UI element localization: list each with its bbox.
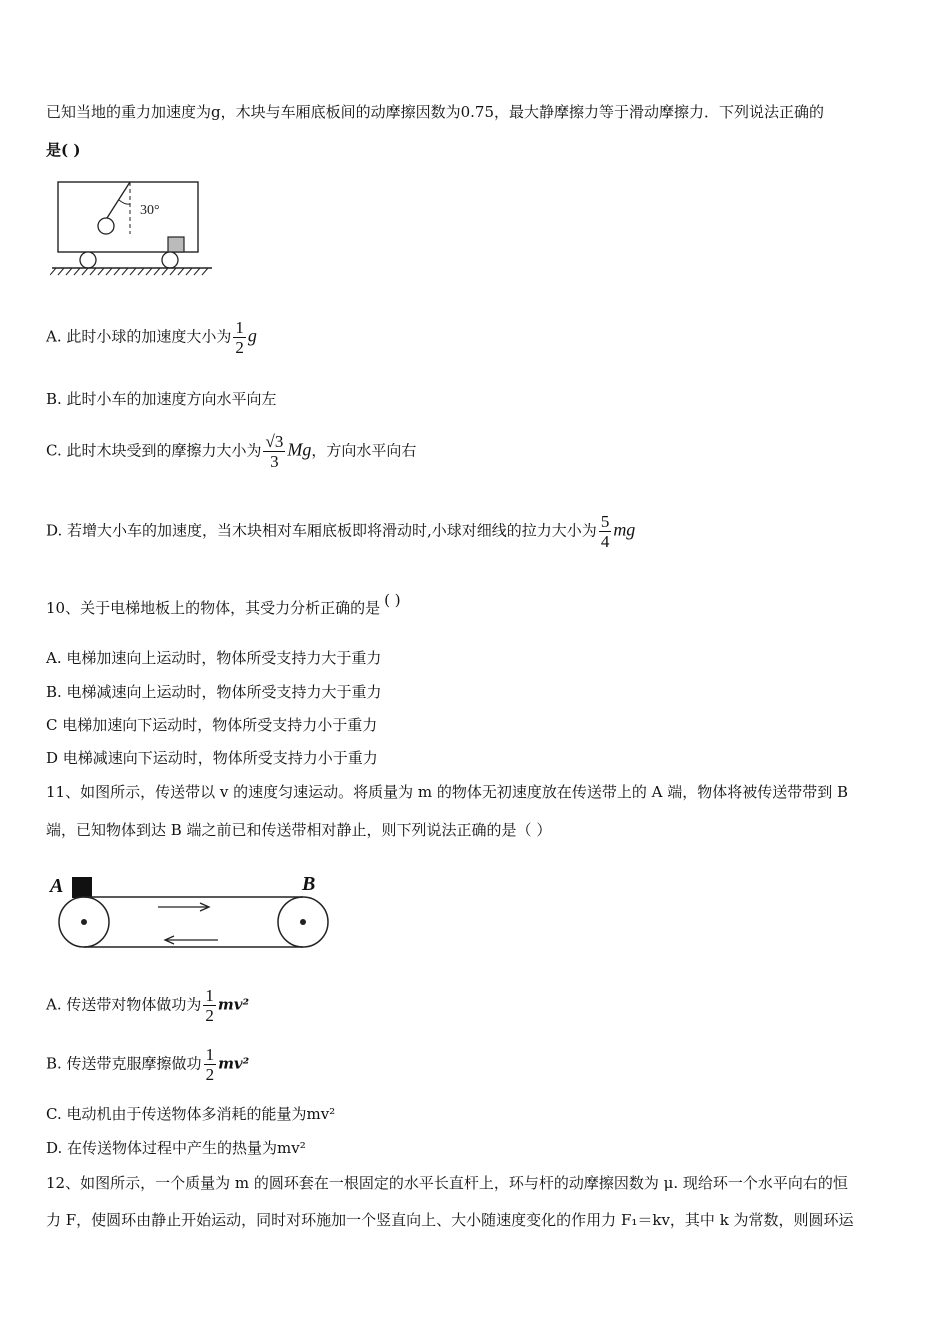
angle-label: 30° [140, 203, 160, 218]
label-a: A [50, 875, 64, 897]
block [168, 237, 184, 252]
q10-option-d[interactable]: D 电梯减速向下运动时，物体所受支持力小于重力 [46, 749, 378, 767]
q10-option-c[interactable]: C 电梯加速向下运动时，物体所受支持力小于重力 [46, 716, 378, 734]
q9-stem-line1: 已知当地的重力加速度为g，木块与车厢底板间的动摩擦因数为0.75，最大静摩擦力等于滑动摩擦力．下列说法正确的 [46, 103, 825, 121]
label-b: B [302, 873, 316, 895]
fraction: $\frac{√3}{3}$ [265, 432, 284, 471]
q11-option-b[interactable]: B. 传送带克服摩擦做功 $\frac{1}{2}$ mv² [46, 1045, 250, 1084]
q9-stem-line2: 是( ) [46, 141, 81, 159]
q11-option-c[interactable]: C. 电动机由于传送物体多消耗的能量为mv² [46, 1105, 336, 1123]
q11-stem-line2: 端，已知物体到达 B 端之前已和传送带相对静止，则下列说法正确的是（ ） [46, 821, 552, 839]
q9-option-b[interactable]: B. 此时小车的加速度方向水平向左 [46, 390, 277, 408]
q10-option-a[interactable]: A. 电梯加速向上运动时，物体所受支持力大于重力 [46, 649, 382, 667]
fraction: $\frac{5}{4}$ [600, 512, 610, 551]
q9-cart-figure [50, 178, 220, 278]
q11-stem-line1: 11、如图所示，传送带以 v 的速度匀速运动。将质量为 m 的物体无初速度放在传送带上的 A 端，物体将被传送带带到 B [46, 783, 849, 801]
q10-option-b[interactable]: B. 电梯减速向上运动时，物体所受支持力大于重力 [46, 683, 382, 701]
q12-stem-line1: 12、如图所示，一个质量为 m 的圆环套在一根固定的水平长直杆上，环与杆的动摩擦因数为 μ. 现给环一个水平向右的恒 [46, 1174, 848, 1192]
q9-option-d[interactable]: D. 若增大小车的加速度，当木块相对车厢底板即将滑动时,小球对细线的拉力大小为 $\frac{5}{4}$ mg [46, 512, 636, 551]
q10-stem: 10、关于电梯地板上的物体，其受力分析正确的是 ( ) [46, 591, 401, 617]
q9-option-c[interactable]: C. 此时木块受到的摩擦力大小为 $\frac{√3}{3}$ Mg，方向水平向右 [46, 432, 417, 471]
q11-option-a[interactable]: A. 传送带对物体做功为 $\frac{1}{2}$ mv² [46, 986, 250, 1025]
fraction: $\frac{1}{2}$ [205, 1045, 215, 1084]
fraction: $\frac{1}{2}$ [235, 318, 244, 357]
object-block [72, 877, 92, 898]
q11-option-d[interactable]: D. 在传送物体过程中产生的热量为mv² [46, 1139, 306, 1157]
fraction: $\frac{1}{2}$ [205, 986, 214, 1025]
q11-conveyor-figure [48, 870, 338, 955]
q12-stem-line2: 力 F，使圆环由静止开始运动，同时对环施加一个竖直向上、大小随速度变化的作用力 F₁＝kv，其中 k 为常数，则圆环运 [46, 1211, 854, 1229]
q9-option-a[interactable]: A. 此时小球的加速度大小为 $\frac{1}{2}$ g [46, 318, 257, 357]
